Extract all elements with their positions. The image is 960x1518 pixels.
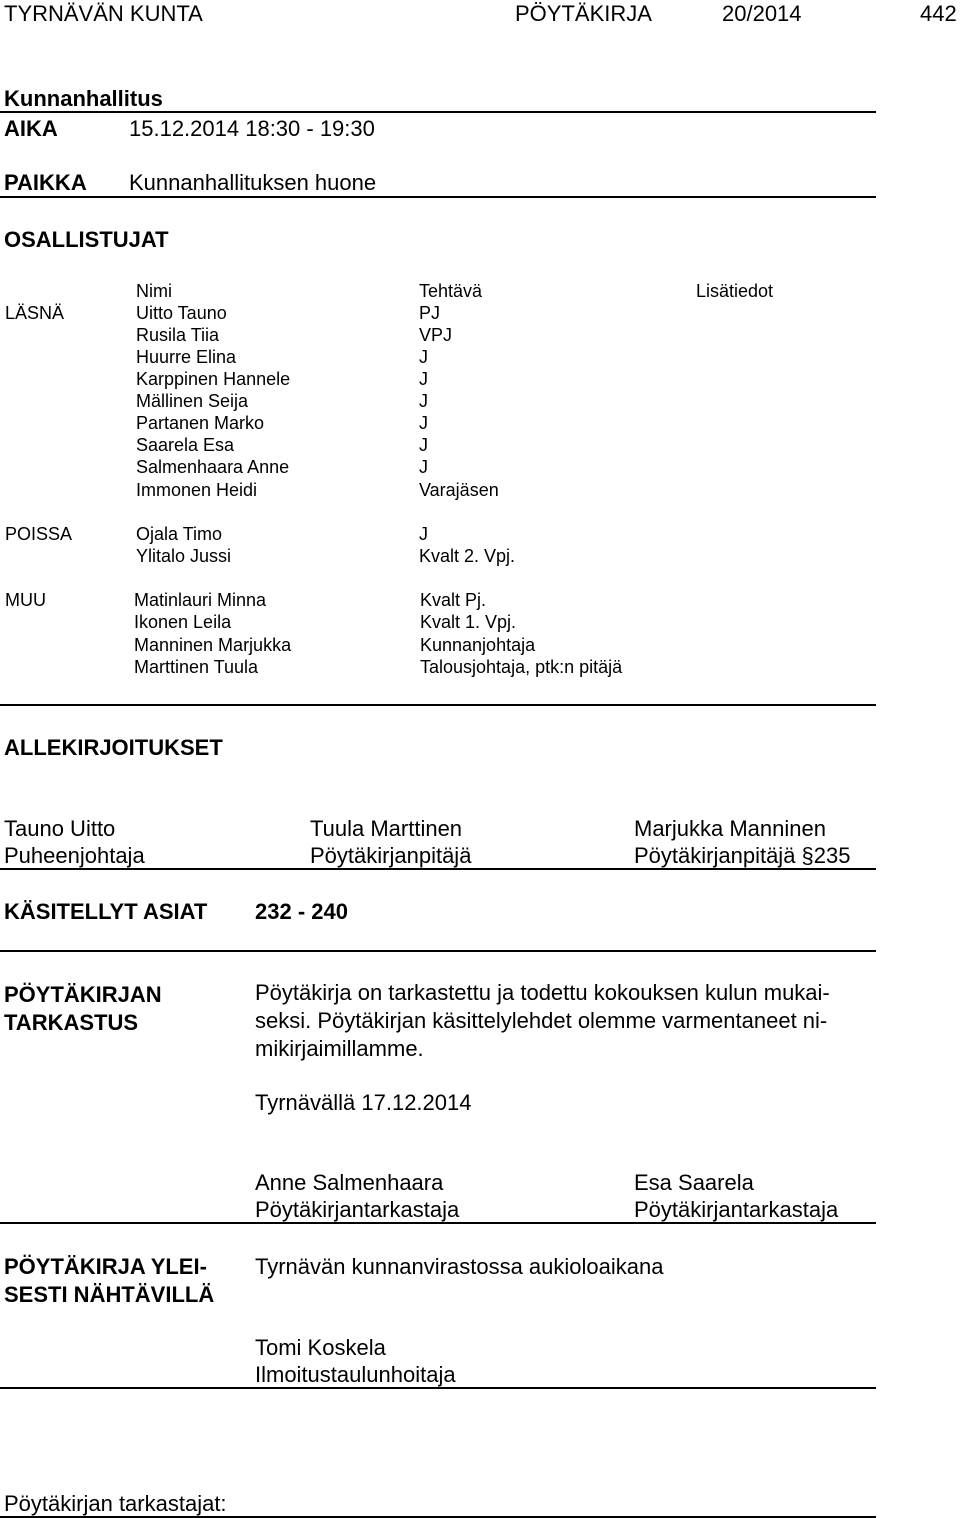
participant-role: Talousjohtaja, ptk:n pitäjä [420,657,623,677]
review-text [255,979,875,1063]
other-label: MUU [5,590,46,610]
participant-name: Matinlauri Minna [134,590,267,610]
body-name: Kunnanhallitus [4,86,163,111]
absent-label: POISSA [5,524,73,544]
column-header-name: Nimi [136,281,172,301]
divider [0,950,876,952]
document-number: 20/2014 [722,1,802,26]
reviewer-title: Pöytäkirjantarkastaja [634,1197,839,1222]
participant-role: Varajäsen [419,480,499,500]
participant-name: Uitto Tauno [136,303,227,323]
participant-name: Karppinen Hannele [136,369,291,389]
divider [0,1222,876,1224]
column-header-role: Tehtävä [419,281,483,301]
review-text-line: seksi. Pöytäkirjan käsittelylehdet olemme varmentaneet ni- [255,1008,828,1033]
signer-title: Puheenjohtaja [4,843,145,868]
participant-name: Immonen Heidi [136,480,258,500]
municipality-name: TYRNÄVÄN KUNTA [4,1,203,26]
reviewer-title: Pöytäkirjantarkastaja [255,1197,460,1222]
participant-name: Manninen Marjukka [134,635,292,655]
participant-role: J [419,457,428,477]
signer-title: Pöytäkirjanpitäjä §235 [634,843,851,868]
public-display-label-line2: SESTI NÄHTÄVILLÄ [4,1282,215,1307]
participant-role: Kvalt 1. Vpj. [420,612,517,632]
participant-name: Partanen Marko [136,413,265,433]
document-type: PÖYTÄKIRJA [515,1,652,26]
notice-keeper-name: Tomi Koskela [255,1335,386,1360]
review-label-line1: PÖYTÄKIRJAN [4,982,162,1007]
participant-name: Rusila Tiia [136,325,220,345]
items-value: 232 - 240 [255,899,348,924]
signatures-label: ALLEKIRJOITUKSET [4,735,223,760]
participant-name: Huurre Elina [136,347,237,367]
divider [0,868,876,870]
participant-name: Marttinen Tuula [134,657,259,677]
public-display-text: Tyrnävän kunnanvirastossa aukioloaikana [255,1254,664,1279]
review-text-line: Pöytäkirja on tarkastettu ja todettu kokouksen kulun mukai- [255,980,830,1005]
participant-role: Kvalt Pj. [420,590,487,610]
participant-name: Ojala Timo [136,524,223,544]
review-label-line2: TARKASTUS [4,1010,139,1035]
participant-role: J [419,347,428,367]
public-display-label-line1: PÖYTÄKIRJA YLEI- [4,1254,207,1279]
participant-name: Salmenhaara Anne [136,457,290,477]
review-text-line: mikirjaimillamme. [255,1036,424,1061]
participant-role: Kvalt 2. Vpj. [419,546,516,566]
participants-label: OSALLISTUJAT [4,227,169,252]
participant-role: J [419,435,428,455]
participant-role: J [419,369,428,389]
participant-role: VPJ [419,325,453,345]
items-label: KÄSITELLYT ASIAT [4,899,208,924]
participant-role: J [419,391,428,411]
present-label: LÄSNÄ [5,303,65,323]
place-value: Kunnanhallituksen huone [129,170,377,195]
participant-name: Saarela Esa [136,435,235,455]
notice-keeper-title: Ilmoitustaulunhoitaja [255,1362,456,1387]
signer-title: Pöytäkirjanpitäjä [310,843,472,868]
divider [0,111,876,113]
column-header-info: Lisätiedot [696,281,774,301]
reviewer-name: Anne Salmenhaara [255,1170,444,1195]
participant-role: J [419,413,428,433]
signer-name: Tuula Marttinen [310,816,463,841]
participant-role: J [419,524,428,544]
participant-name: Mällinen Seija [136,391,249,411]
participant-name: Ikonen Leila [134,612,232,632]
signer-name: Marjukka Manninen [634,816,826,841]
divider [0,704,876,706]
page-number: 442 [920,1,957,26]
place-label: PAIKKA [4,170,87,195]
divider [0,196,876,198]
reviewer-name: Esa Saarela [634,1170,754,1195]
participant-role: Kunnanjohtaja [420,635,536,655]
participant-name: Ylitalo Jussi [136,546,232,566]
participant-role: PJ [419,303,441,323]
divider [0,1387,876,1389]
signer-name: Tauno Uitto [4,816,116,841]
time-value: 15.12.2014 18:30 - 19:30 [129,116,375,141]
footer-label: Pöytäkirjan tarkastajat: [4,1491,227,1516]
review-place-date: Tyrnävällä 17.12.2014 [255,1090,472,1115]
time-label: AIKA [4,116,58,141]
